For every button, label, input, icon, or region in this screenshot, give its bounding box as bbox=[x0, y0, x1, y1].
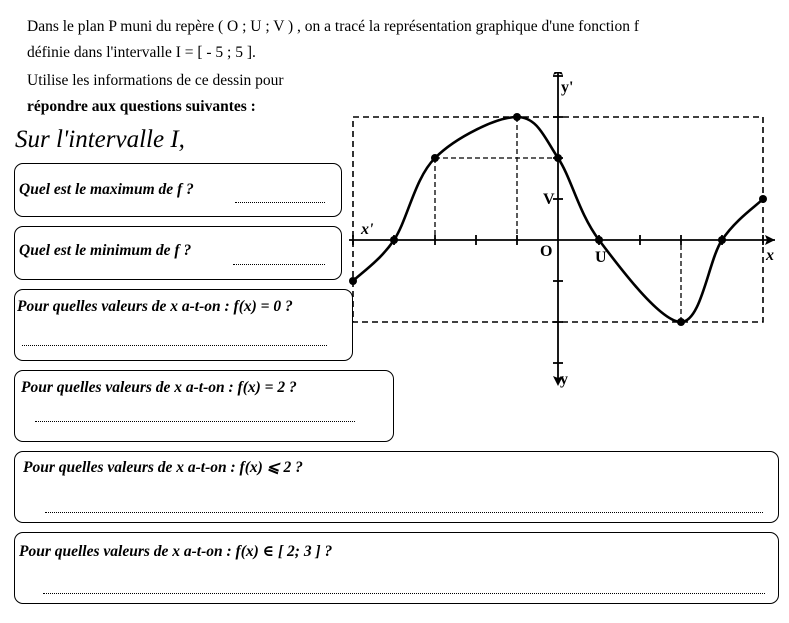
curve-point-5 bbox=[595, 236, 603, 244]
question-minimum-text: Quel est le minimum de f ? bbox=[19, 242, 192, 259]
question-box-less-equal-two bbox=[14, 451, 779, 523]
intro-line-2: définie dans l'intervalle I = [ - 5 ; 5 ]. bbox=[27, 44, 256, 61]
answer-line-maximum[interactable] bbox=[235, 202, 325, 203]
curve-point-1 bbox=[390, 236, 398, 244]
answer-line-equals-two[interactable] bbox=[35, 421, 355, 422]
answer-line-less-equal-two[interactable] bbox=[45, 512, 763, 513]
question-in-interval-text: Pour quelles valeurs de x a-t-on : f(x) ∈ [ 2; 3 ] ? bbox=[19, 543, 333, 560]
curve-point-8 bbox=[759, 195, 767, 203]
origin-label: O bbox=[540, 243, 553, 260]
curve-point-6 bbox=[677, 318, 685, 326]
graph-labels bbox=[360, 79, 774, 388]
y-label: y bbox=[560, 371, 568, 388]
question-box-maximum bbox=[14, 163, 342, 217]
intro-line-3: Utilise les informations de ce dessin pour bbox=[27, 72, 284, 89]
curve-point-3 bbox=[513, 113, 521, 121]
intro-line-1: Dans le plan P muni du repère ( O ; U ; V ) , on a tracé la représentation graphique d'une fonction f bbox=[27, 18, 639, 35]
question-equals-two-text: Pour quelles valeurs de x a-t-on : f(x) = 2 ? bbox=[21, 379, 297, 396]
curve-point-2 bbox=[431, 154, 439, 162]
question-less-equal-two-text: Pour quelles valeurs de x a-t-on : f(x) ⩽ 2 ? bbox=[23, 459, 303, 476]
answer-line-in-interval[interactable] bbox=[43, 593, 765, 594]
question-box-equals-two bbox=[14, 370, 394, 442]
answer-line-minimum[interactable] bbox=[233, 264, 325, 265]
x-label: x bbox=[766, 247, 774, 264]
question-box-zeros bbox=[14, 289, 353, 361]
y-prime-label: y' bbox=[561, 79, 574, 96]
u-label: U bbox=[595, 249, 607, 266]
curve-point-4 bbox=[554, 154, 562, 162]
answer-line-zeros[interactable] bbox=[22, 345, 327, 346]
v-label: V bbox=[543, 191, 555, 208]
question-zeros-text: Pour quelles valeurs de x a-t-on : f(x) = 0 ? bbox=[17, 298, 293, 315]
intro-line-4: répondre aux questions suivantes : bbox=[27, 98, 256, 115]
question-box-in-interval bbox=[14, 532, 779, 604]
function-graph bbox=[348, 72, 783, 392]
curve-point-0 bbox=[349, 277, 357, 285]
x-prime-label: x' bbox=[361, 221, 374, 238]
graph-axes bbox=[349, 72, 775, 386]
question-box-minimum bbox=[14, 226, 342, 280]
question-maximum-text: Quel est le maximum de f ? bbox=[19, 181, 194, 198]
curve-point-7 bbox=[718, 236, 726, 244]
section-subtitle: Sur l'intervalle I, bbox=[15, 126, 185, 153]
